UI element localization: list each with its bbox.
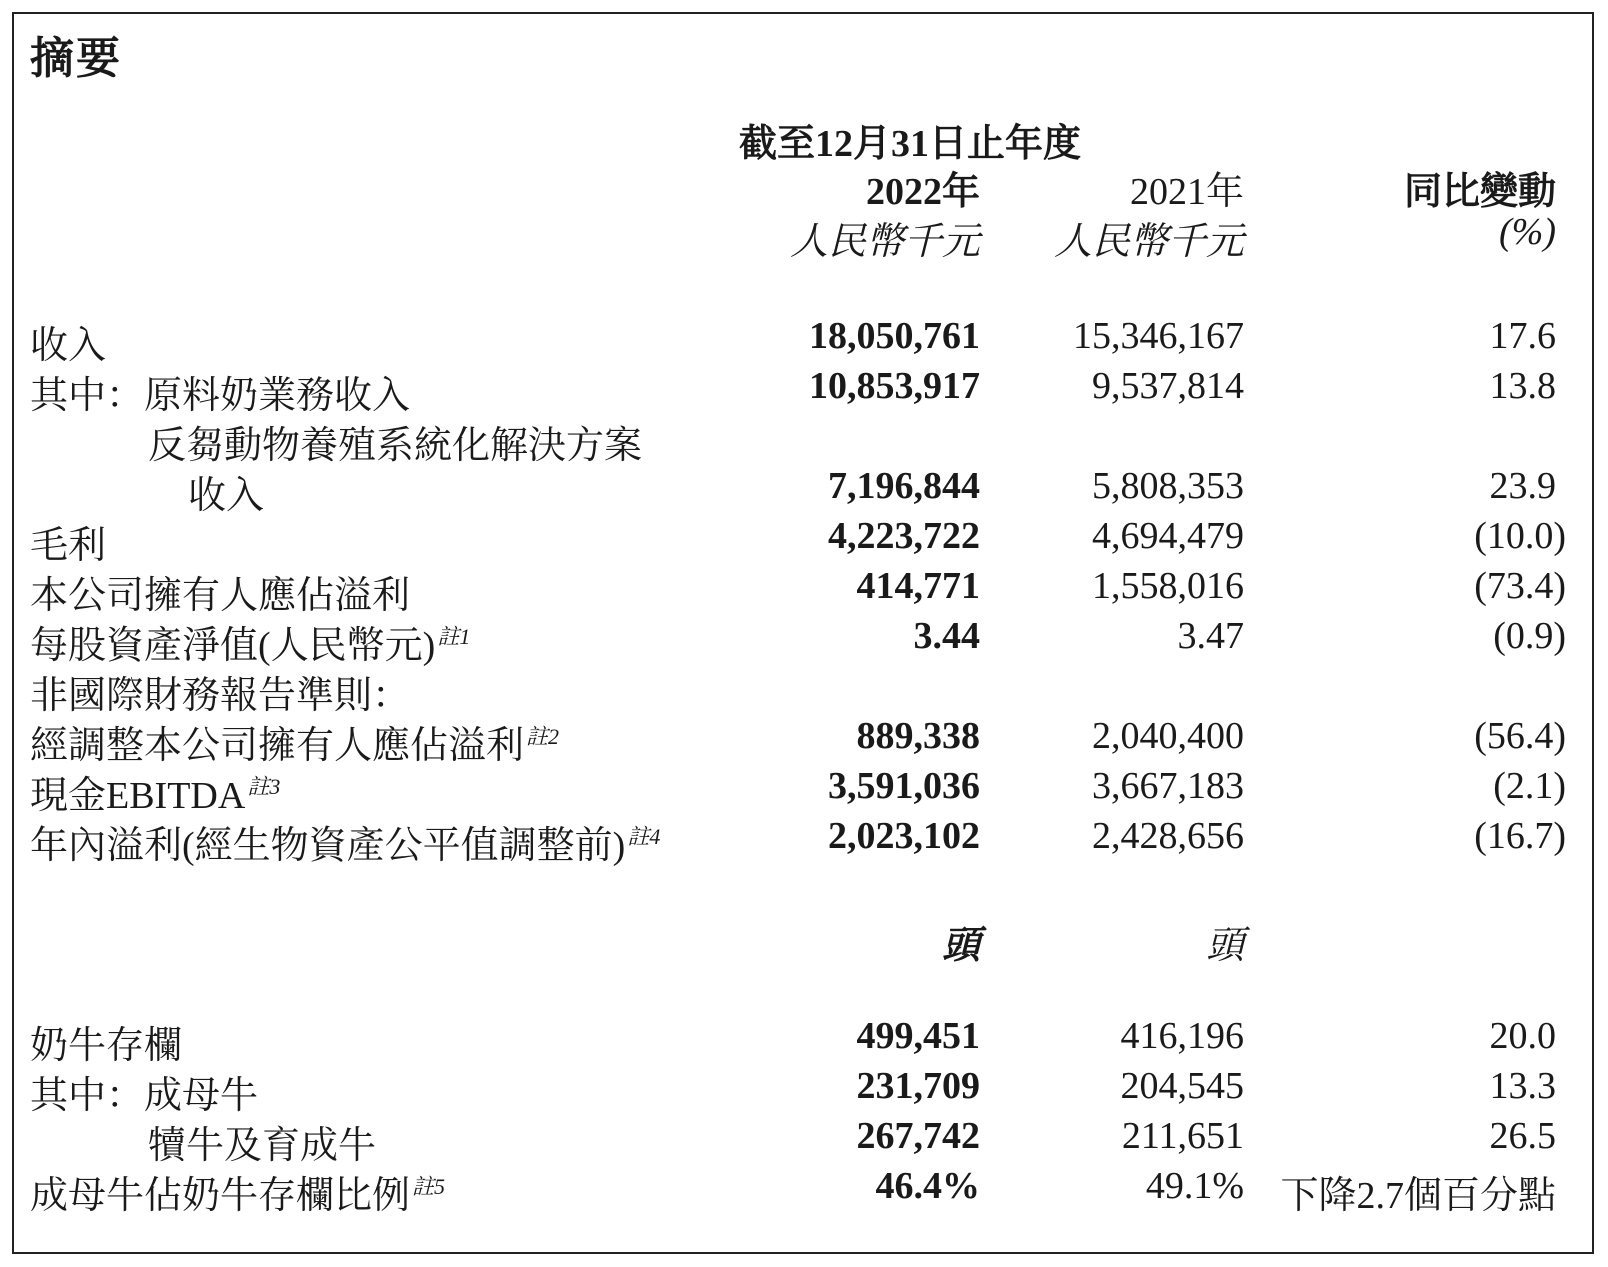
period-header: 截至12月31日止年度	[738, 123, 1081, 165]
value-2022: 46.4%	[875, 1165, 980, 1207]
table-row	[0, 1014, 1608, 1067]
col-change-label: 同比變動	[1403, 171, 1556, 213]
value-2022: 231,709	[856, 1065, 980, 1107]
value-change: (16.7)	[1474, 815, 1566, 857]
value-2021: 3.47	[1177, 615, 1244, 657]
page-title: 摘要	[30, 33, 122, 84]
row-label-text: 成母牛佔奶牛存欄比例	[30, 1175, 411, 1217]
row-label-text: 年內溢利(經生物資產公平值調整前)	[30, 825, 626, 867]
value-2022: 499,451	[856, 1015, 980, 1057]
value-2022: 414,771	[856, 565, 980, 607]
row-label: 收入	[188, 475, 265, 517]
row-label: 毛利	[30, 525, 107, 567]
value-2021: 4,694,479	[1092, 515, 1244, 557]
row-label	[30, 814, 660, 869]
row-label: 反芻動物養殖系統化解決方案	[148, 425, 643, 467]
value-2022: 4,223,722	[828, 515, 980, 557]
row-label	[30, 1164, 445, 1219]
row-label	[30, 614, 470, 669]
footnote-ref: 註1	[437, 624, 471, 649]
col-2022-unit: 人民幣千元	[789, 221, 980, 263]
table-row	[0, 714, 1608, 767]
value-change: 13.3	[1489, 1065, 1556, 1107]
footnote-ref: 註5	[412, 1174, 446, 1199]
table-row	[0, 614, 1608, 667]
row-label: 其中：原料奶業務收入	[30, 375, 411, 417]
herd-unit-2021: 頭	[1205, 925, 1244, 967]
table-row	[0, 564, 1608, 617]
value-change: (73.4)	[1474, 565, 1566, 607]
row-label	[30, 764, 280, 819]
value-2021: 416,196	[1120, 1015, 1244, 1057]
value-2021: 2,428,656	[1092, 815, 1244, 857]
row-label: 本公司擁有人應佔溢利	[30, 575, 411, 617]
value-2021: 2,040,400	[1092, 715, 1244, 757]
row-label-text: 現金EBITDA	[30, 775, 246, 817]
row-label: 收入	[30, 325, 107, 367]
value-2021: 15,346,167	[1073, 315, 1244, 357]
row-label	[30, 714, 559, 769]
value-2021: 1,558,016	[1092, 565, 1244, 607]
table-row	[0, 1064, 1608, 1117]
value-2021: 5,808,353	[1092, 465, 1244, 507]
row-label-text: 每股資產淨值(人民幣元)	[30, 625, 436, 667]
table-row	[0, 814, 1608, 867]
row-label: 非國際財務報告準則：	[30, 675, 411, 717]
value-change: (56.4)	[1474, 715, 1566, 757]
table-row	[0, 464, 1608, 517]
value-change: 17.6	[1489, 315, 1556, 357]
row-label: 其中：成母牛	[30, 1075, 259, 1117]
col-2021-year: 2021年	[1129, 171, 1244, 213]
table-row	[0, 664, 1608, 717]
col-2022-year: 2022年	[865, 171, 980, 213]
value-2022: 889,338	[856, 715, 980, 757]
herd-unit-2022: 頭	[941, 925, 980, 967]
row-label: 犢牛及育成牛	[148, 1125, 377, 1167]
value-2022: 18,050,761	[809, 315, 980, 357]
footnote-ref: 註3	[247, 774, 281, 799]
value-2021: 9,537,814	[1092, 365, 1244, 407]
row-label-text: 經調整本公司擁有人應佔溢利	[30, 725, 525, 767]
value-2021: 204,545	[1120, 1065, 1244, 1107]
value-2021: 211,651	[1121, 1115, 1244, 1157]
value-change: 20.0	[1489, 1015, 1556, 1057]
table-row	[0, 364, 1608, 417]
value-change: (10.0)	[1474, 515, 1566, 557]
footnote-ref: 註4	[627, 824, 661, 849]
value-2021: 49.1%	[1145, 1165, 1244, 1207]
value-change: (0.9)	[1493, 615, 1566, 657]
value-2022: 10,853,917	[809, 365, 980, 407]
footnote-ref: 註2	[526, 724, 560, 749]
table-row	[0, 314, 1608, 367]
col-2021-unit: 人民幣千元	[1053, 221, 1244, 263]
value-2022: 3.44	[913, 615, 980, 657]
col-change-unit: (%)	[1499, 211, 1556, 253]
value-change: (2.1)	[1493, 765, 1566, 807]
value-2022: 7,196,844	[828, 465, 980, 507]
table-row	[0, 1114, 1608, 1167]
value-change: 下降2.7個百分點	[1280, 1175, 1556, 1217]
value-change: 26.5	[1489, 1115, 1556, 1157]
value-2022: 2,023,102	[828, 815, 980, 857]
row-label: 奶牛存欄	[30, 1025, 183, 1067]
value-2022: 3,591,036	[828, 765, 980, 807]
value-2022: 267,742	[856, 1115, 980, 1157]
table-row	[0, 764, 1608, 817]
value-change: 13.8	[1489, 365, 1556, 407]
table-row	[0, 514, 1608, 567]
value-2021: 3,667,183	[1092, 765, 1244, 807]
value-change: 23.9	[1489, 465, 1556, 507]
table-row	[0, 1164, 1608, 1217]
table-row	[0, 414, 1608, 467]
